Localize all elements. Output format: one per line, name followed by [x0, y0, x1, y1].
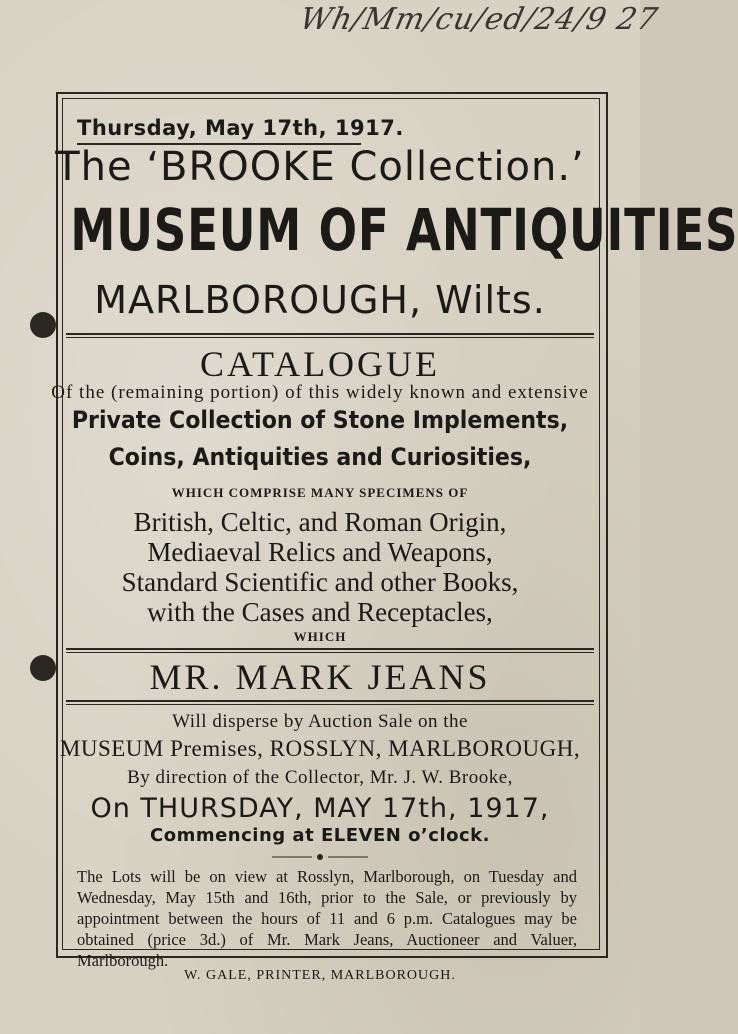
sale-day: On THURSDAY, MAY 17th, 1917, — [90, 793, 550, 824]
catalogue-line: British, Celtic, and Roman Origin, — [133, 507, 507, 537]
sale-venue: MUSEUM Premises, ROSSLYN, MARLBOROUGH, — [59, 736, 581, 761]
divider — [66, 700, 594, 702]
collection-title: The ‘BROOKE Collection.’ — [55, 144, 585, 190]
sale-direction: By direction of the Collector, Mr. J. W. Brooke, — [127, 767, 513, 788]
sale-date: Thursday, May 17th, 1917. — [77, 116, 404, 140]
auctioneer-name: MR. MARK JEANS — [149, 657, 491, 697]
catalogue-comprise: WHICH COMPRISE MANY SPECIMENS OF — [171, 485, 469, 500]
catalogue-line: with the Cases and Receptacles, — [147, 597, 493, 627]
catalogue-line: Mediaeval Relics and Weapons, — [147, 537, 493, 567]
ornament-divider — [270, 852, 370, 862]
sale-line: Will disperse by Auction Sale on the — [172, 711, 468, 732]
sale-time: Commencing at ELEVEN o’clock. — [150, 825, 490, 846]
catalogue-heading: CATALOGUE — [199, 344, 441, 384]
catalogue-line: Coins, Antiquities and Curiosities, — [108, 443, 532, 471]
divider — [66, 652, 594, 653]
catalogue-line: Standard Scientific and other Books, — [121, 567, 519, 597]
divider — [66, 704, 594, 705]
printer-imprint: W. GALE, PRINTER, MARLBOROUGH. — [184, 968, 456, 983]
handwritten-annotation: Wh/Mm/cu/ed/24/9 27 — [296, 2, 662, 37]
divider — [66, 648, 594, 650]
catalogue-line: Private Collection of Stone Implements, — [71, 406, 569, 434]
divider — [66, 337, 594, 338]
divider — [66, 333, 594, 335]
location: MARLBOROUGH, Wilts. — [94, 278, 546, 322]
museum-title: MUSEUM OF ANTIQUITIES — [70, 196, 738, 264]
catalogue-intro: Of the (remaining portion) of this widely known and extensive — [51, 382, 589, 403]
viewing-notice: The Lots will be on view at Rosslyn, Marlborough, on Tuesday and Wednesday, May 15th and 16th, prior to the Sale, or previously by appointment between the hours of 11 and 6 p.m. Catalogues may be obtained (price 3d.) of Mr. Mark Jeans, Auctioneer and Valuer, Marlborough. — [77, 867, 577, 970]
catalogue-which: WHICH — [293, 629, 347, 644]
